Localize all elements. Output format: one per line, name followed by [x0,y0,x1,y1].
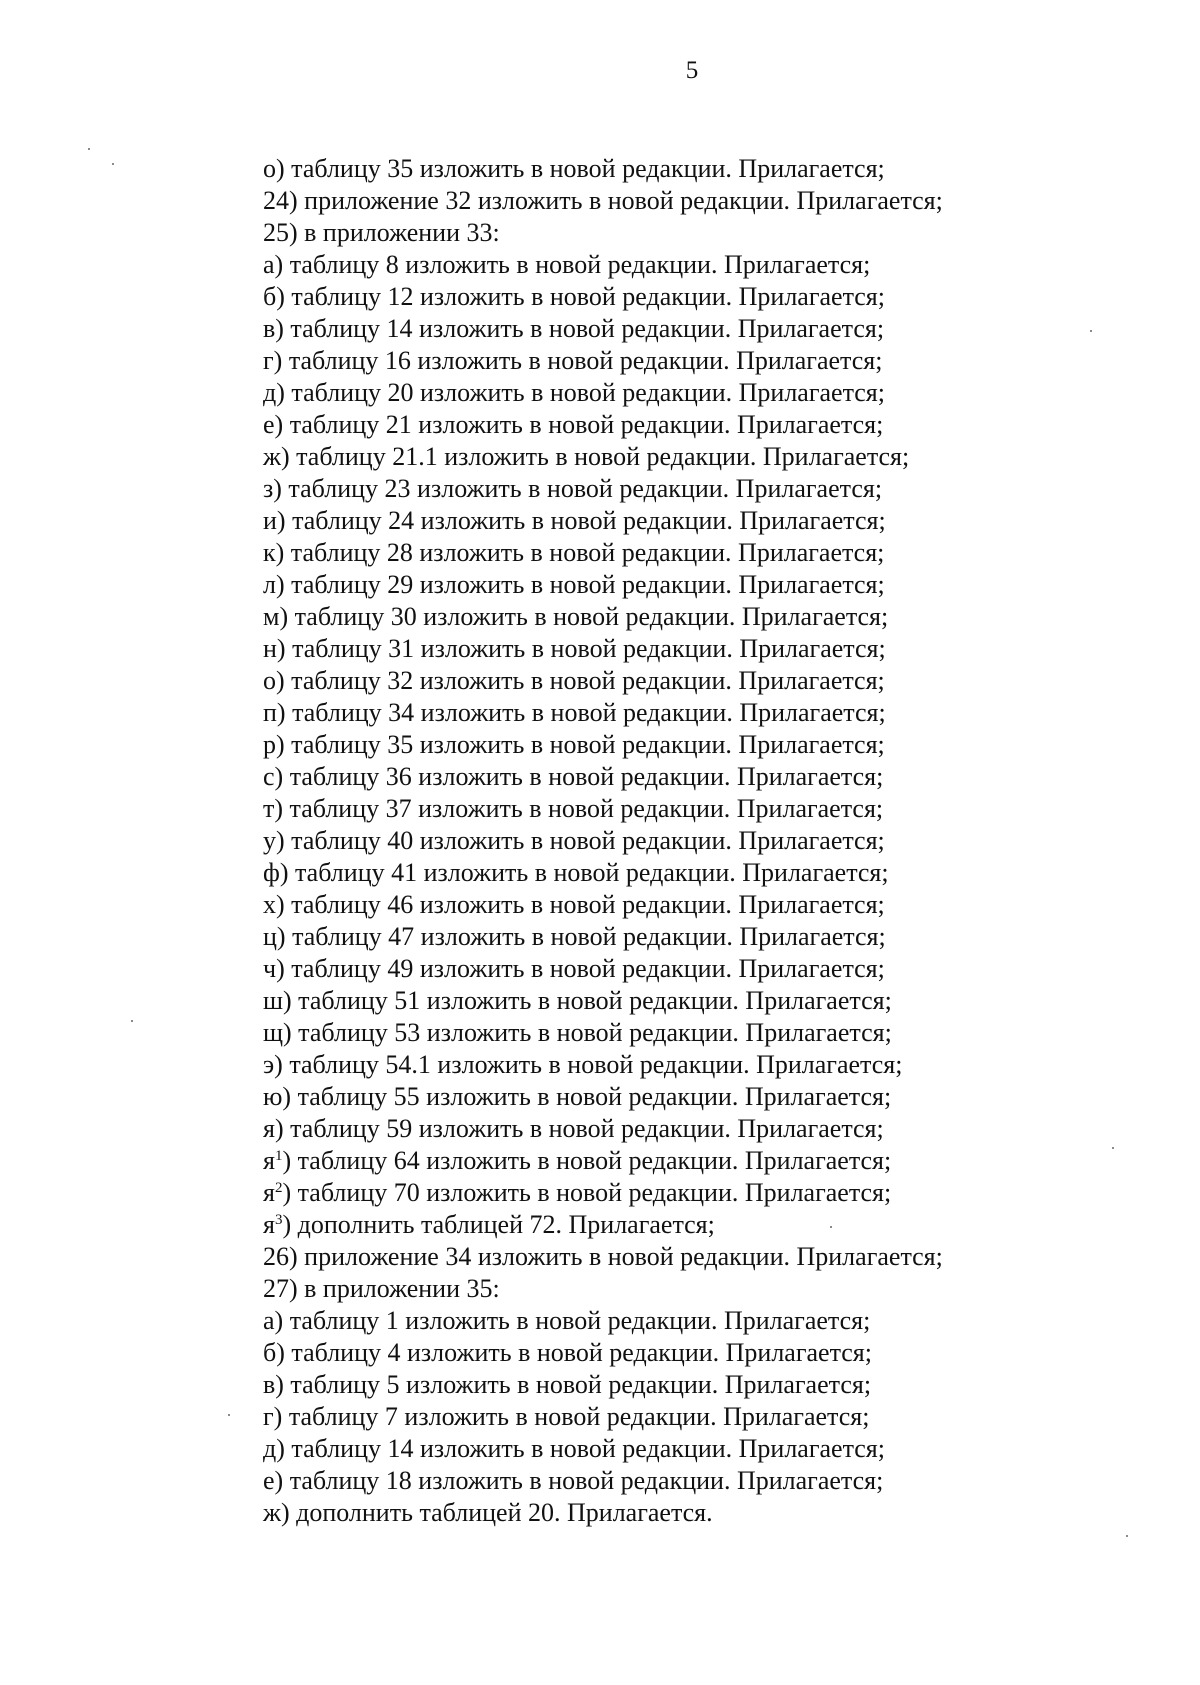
item-text: у) таблицу 40 изложить в новой редакции. Прилагается; [263,826,885,855]
list-item [263,537,1163,569]
item-prefix: я [263,1178,275,1207]
list-item [263,1049,1163,1081]
scan-speck [112,163,114,165]
item-text: 24) приложение 32 изложить в новой редакции. Прилагается; [263,186,943,215]
item-text: ц) таблицу 47 изложить в новой редакции. Прилагается; [263,922,886,951]
item-text: г) таблицу 16 изложить в новой редакции. Прилагается; [263,346,883,375]
item-text: а) таблицу 8 изложить в новой редакции. Прилагается; [263,250,871,279]
list-item [263,217,1163,249]
item-text: п) таблицу 34 изложить в новой редакции. Прилагается; [263,698,886,727]
list-item [263,409,1163,441]
item-text: с) таблицу 36 изложить в новой редакции. Прилагается; [263,762,884,791]
list-item [263,985,1163,1017]
item-text: о) таблицу 35 изложить в новой редакции. Прилагается; [263,154,885,183]
list-item [263,377,1163,409]
list-item [263,1241,1163,1273]
list-item [263,761,1163,793]
list-item [263,1017,1163,1049]
list-item [263,1081,1163,1113]
item-text: о) таблицу 32 изложить в новой редакции. Прилагается; [263,666,885,695]
item-text: ж) таблицу 21.1 изложить в новой редакции. Прилагается; [263,442,910,471]
list-item [263,729,1163,761]
item-text: 27) в приложении 35: [263,1274,500,1303]
list-item [263,793,1163,825]
item-text: ю) таблицу 55 изложить в новой редакции. Прилагается; [263,1082,892,1111]
list-item [263,153,1163,185]
item-superscript: 3 [274,1212,283,1228]
item-superscript: 2 [274,1180,283,1196]
item-text: л) таблицу 29 изложить в новой редакции. Прилагается; [263,570,885,599]
list-item [263,857,1163,889]
item-text: з) таблицу 23 изложить в новой редакции. Прилагается; [263,474,883,503]
list-item [263,1401,1163,1433]
item-text: ф) таблицу 41 изложить в новой редакции. Прилагается; [263,858,889,887]
item-text: и) таблицу 24 изложить в новой редакции. Прилагается; [263,506,886,535]
item-text: д) таблицу 14 изложить в новой редакции. Прилагается; [263,1434,885,1463]
item-superscript: 1 [274,1148,283,1164]
scan-speck [228,1414,230,1416]
item-text: б) таблицу 4 изложить в новой редакции. Прилагается; [263,1338,872,1367]
page-number: 5 [685,57,699,84]
list-item [263,1305,1163,1337]
scan-speck [1126,1535,1128,1537]
item-text: в) таблицу 5 изложить в новой редакции. Прилагается; [263,1370,872,1399]
list-item [263,1433,1163,1465]
list-item [263,473,1163,505]
list-item [263,953,1163,985]
scan-speck [830,1226,832,1228]
item-text: н) таблицу 31 изложить в новой редакции. Прилагается; [263,634,886,663]
list-item [263,1369,1163,1401]
item-text: ч) таблицу 49 изложить в новой редакции. Прилагается; [263,954,885,983]
item-prefix: я [263,1146,275,1175]
item-text: 25) в приложении 33: [263,218,500,247]
list-item [263,313,1163,345]
list-item [263,505,1163,537]
list-item [263,345,1163,377]
item-text: ж) дополнить таблицей 20. Прилагается. [263,1498,713,1527]
list-item [263,921,1163,953]
item-text: ) таблицу 64 изложить в новой редакции. Прилагается; [282,1146,892,1175]
item-text: х) таблицу 46 изложить в новой редакции. Прилагается; [263,890,885,919]
scan-speck [1112,1147,1114,1149]
list-item [263,825,1163,857]
item-text: е) таблицу 21 изложить в новой редакции. Прилагается; [263,410,884,439]
item-text: 26) приложение 34 изложить в новой редакции. Прилагается; [263,1242,943,1271]
item-text: в) таблицу 14 изложить в новой редакции. Прилагается; [263,314,885,343]
list-item [263,441,1163,473]
item-text: э) таблицу 54.1 изложить в новой редакции. Прилагается; [263,1050,903,1079]
item-text: ш) таблицу 51 изложить в новой редакции. Прилагается; [263,986,892,1015]
item-prefix: я [263,1210,275,1239]
item-text: м) таблицу 30 изложить в новой редакции. Прилагается; [263,602,889,631]
list-item [263,1465,1163,1497]
list-item [263,249,1163,281]
item-text: к) таблицу 28 изложить в новой редакции. Прилагается; [263,538,885,567]
item-text: г) таблицу 7 изложить в новой редакции. Прилагается; [263,1402,870,1431]
list-item [263,1497,1163,1529]
item-text: а) таблицу 1 изложить в новой редакции. Прилагается; [263,1306,871,1335]
item-text: е) таблицу 18 изложить в новой редакции. Прилагается; [263,1466,884,1495]
amendment-list [263,153,1163,1529]
list-item [263,1113,1163,1145]
list-item [263,889,1163,921]
item-text: р) таблицу 35 изложить в новой редакции. Прилагается; [263,730,885,759]
list-item [263,1177,1163,1209]
list-item [263,697,1163,729]
list-item [263,633,1163,665]
item-text: т) таблицу 37 изложить в новой редакции. Прилагается; [263,794,884,823]
scan-speck [131,1020,133,1022]
item-text: ) таблицу 70 изложить в новой редакции. Прилагается; [282,1178,892,1207]
list-item [263,1145,1163,1177]
scan-speck [88,148,90,150]
item-text: я) таблицу 59 изложить в новой редакции. Прилагается; [263,1114,884,1143]
list-item [263,1337,1163,1369]
scan-speck [1090,330,1092,332]
item-text: д) таблицу 20 изложить в новой редакции. Прилагается; [263,378,885,407]
list-item [263,185,1163,217]
list-item [263,601,1163,633]
list-item [263,281,1163,313]
list-item [263,1209,1163,1241]
list-item [263,665,1163,697]
item-text: ) дополнить таблицей 72. Прилагается; [282,1210,715,1239]
list-item [263,569,1163,601]
item-text: щ) таблицу 53 изложить в новой редакции. Прилагается; [263,1018,892,1047]
list-item [263,1273,1163,1305]
item-text: б) таблицу 12 изложить в новой редакции. Прилагается; [263,282,885,311]
